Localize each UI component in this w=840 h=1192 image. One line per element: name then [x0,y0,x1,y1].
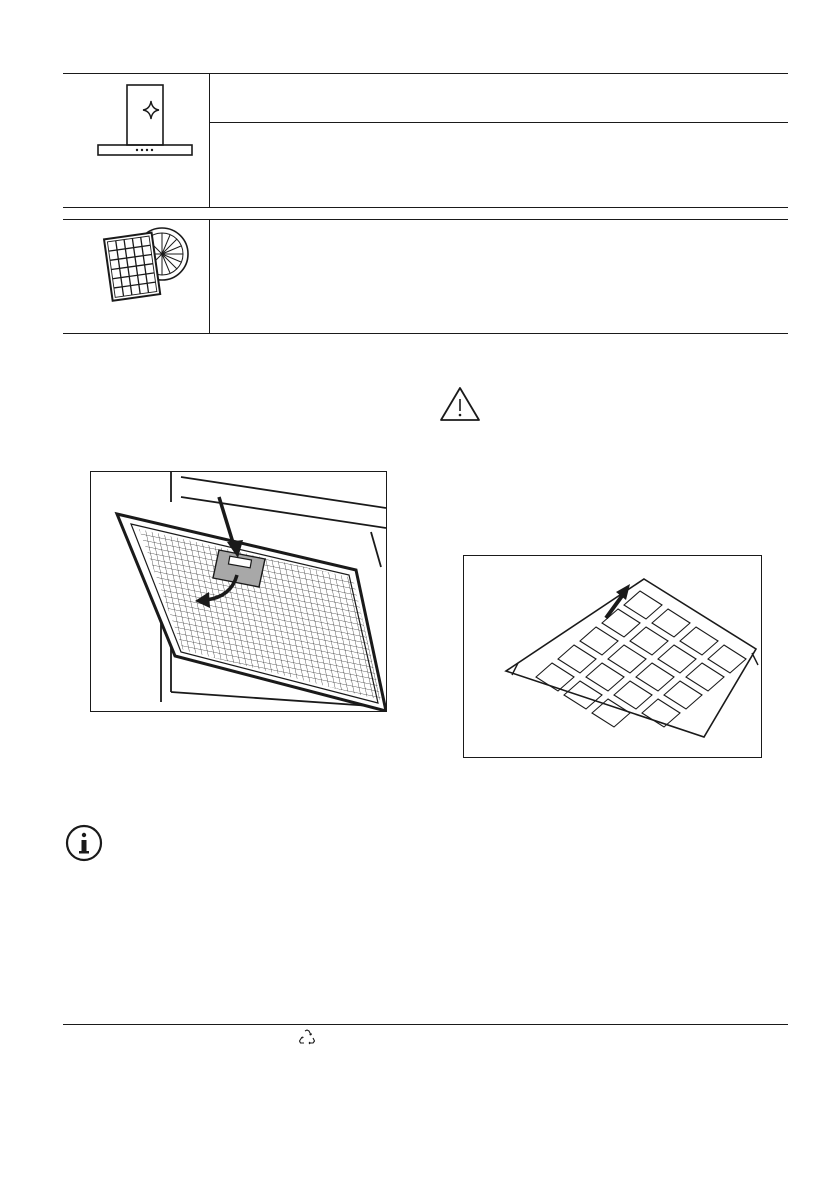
hood-clean-sparkle-icon [95,83,195,159]
charcoal-filter-icon [100,224,198,308]
table-row1-bottom-border [63,207,788,208]
warning-triangle-icon [438,385,482,423]
table-inner-divider [210,122,788,123]
table-bottom-border [63,333,788,334]
footer-divider [63,1024,788,1025]
table-row2-top-border [63,219,788,220]
table-divider-row2 [209,219,210,333]
grease-filter-removal-illustration [90,471,387,712]
recycling-icon [297,1028,317,1048]
table-divider-row1 [209,73,210,207]
charcoal-filter-removal-illustration [463,555,762,758]
table-top-border [63,73,788,74]
info-circle-icon [64,823,104,863]
